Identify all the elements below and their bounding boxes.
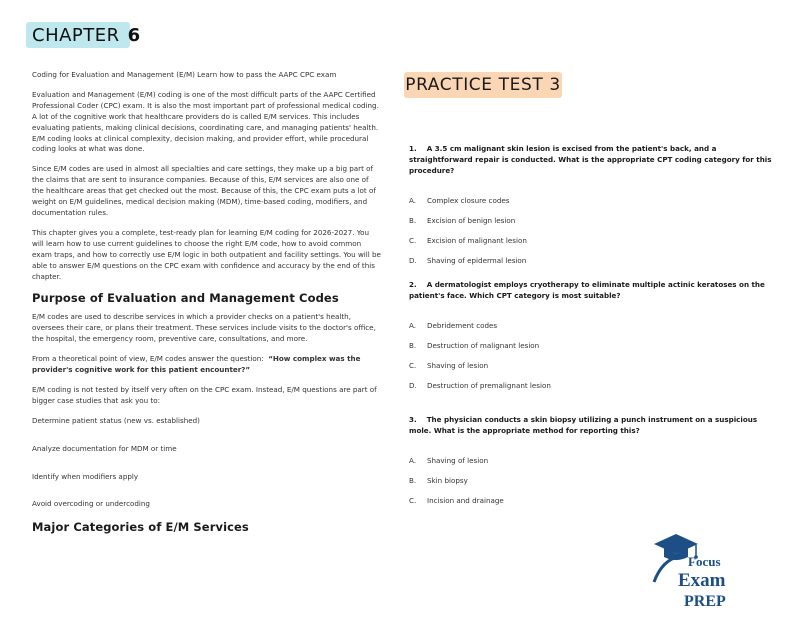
option-letter: A. (409, 321, 417, 330)
question-number: 2. (409, 280, 417, 289)
option-letter: A. (409, 196, 417, 205)
option-text: Shaving of epidermal lesion (427, 256, 527, 265)
logo-line2: Exam (678, 570, 726, 591)
question-text (409, 279, 779, 301)
heading-major: Major Categories of E/M Services (32, 520, 249, 535)
answer-option[interactable] (409, 236, 779, 256)
logo-line3: PREP (684, 593, 726, 610)
option-letter: C. (409, 361, 417, 370)
paragraph-purpose: E/M codes are used to describe services in which a provider checks on a patient's health, oversees their care, or plans their treatment. These services include visits to the doctor's office, the hospital, the emergency room, preventive care, consultations, and more. (32, 312, 376, 344)
question-3 (409, 414, 779, 516)
chapter-label: CHAPTER (32, 24, 120, 46)
question-2 (409, 279, 779, 401)
task-item: Avoid overcoding or undercoding (32, 499, 150, 509)
option-text: Excision of malignant lesion (427, 236, 527, 245)
question-body: A dermatologist employs cryotherapy to eliminate multiple actinic keratoses on the patient's face. Which CPT category is most suitable? (409, 280, 765, 300)
focus-exam-prep-logo (650, 530, 740, 610)
answer-option[interactable] (409, 381, 779, 401)
question-number: 3. (409, 415, 417, 424)
heading-purpose: Purpose of Evaluation and Management Codes (32, 291, 339, 306)
option-text: Incision and drainage (427, 496, 504, 505)
task-item: Analyze documentation for MDM or time (32, 443, 177, 453)
question-text (409, 414, 779, 436)
answer-option[interactable] (409, 496, 779, 516)
question-text (409, 143, 779, 176)
question-quote: “How complex was the provider's cognitive work for this patient encounter?” (32, 354, 361, 375)
paragraph-claims: Since E/M codes are used in almost all specialties and care settings, they make up a big part of the claims that are sent to insurance companies. Because of this, E/M services are also one of the healthcare areas that get checked out the most. Because of this, the CPC exam puts a lot of weight on E/M guidelines, medical decision making (MDM), time-based coding, modifiers, and documentation rules. (32, 164, 376, 217)
paragraph-plan: This chapter gives you a complete, test-ready plan for learning E/M coding for 2026-2027. You will learn how to use current guidelines to choose the right E/M code, how to avoid common exam traps, and how to correctly use E/M logic in both outpatient and facility settings. You will be able to answer E/M questions on the CPC exam with confidence and accuracy by the end of this chapter. (32, 227, 381, 281)
practice-test-title: PRACTICE TEST 3 (404, 72, 562, 98)
option-text: Destruction of malignant lesion (427, 341, 540, 350)
chapter-content (32, 70, 382, 541)
chapter-number: 6 (127, 24, 141, 46)
option-letter: B. (409, 476, 417, 485)
paragraph-intro: Evaluation and Management (E/M) coding is one of the most difficult parts of the AAPC Certified Professional Coder (CPC) exam. It is also the most important part of professional medical coding. A lot of the cognitive work that healthcare providers do is called E/M services. This includes evaluating patients, making clinical decisions, coordinating care, and managing patients' health. E/M coding looks at clinical complexity, decision making, and provider effort, while procedural coding looks at what was done. (32, 89, 379, 154)
logo-line1: Focus (688, 554, 721, 569)
answer-option[interactable] (409, 476, 779, 496)
intro-title: Coding for Evaluation and Management (E/M) Learn how to pass the AAPC CPC exam (32, 70, 337, 79)
question-body: A 3.5 cm malignant skin lesion is excised from the patient's back, and a straightforward repair is conducted. What is the appropriate CPT coding category for this procedure? (409, 144, 772, 175)
paragraph-cpc: E/M coding is not tested by itself very often on the CPC exam. Instead, E/M questions are part of bigger case studies that ask you to: (32, 384, 377, 405)
answer-option[interactable] (409, 196, 779, 216)
option-letter: D. (409, 256, 417, 265)
option-text: Excision of benign lesion (427, 216, 516, 225)
answer-option[interactable] (409, 456, 779, 476)
answer-option[interactable] (409, 341, 779, 361)
option-letter: B. (409, 341, 417, 350)
option-letter: D. (409, 381, 417, 390)
task-item: Identify when modifiers apply (32, 471, 139, 481)
option-text: Shaving of lesion (427, 361, 489, 370)
question-intro: From a theoretical point of view, E/M codes answer the question: (32, 354, 264, 364)
answer-option[interactable] (409, 256, 779, 276)
question-body: The physician conducts a skin biopsy utilizing a punch instrument on a suspicious mole. What is the appropriate method for reporting this? (409, 415, 758, 435)
answer-option[interactable] (409, 216, 779, 236)
option-text: Destruction of premalignant lesion (427, 381, 551, 390)
option-text: Complex closure codes (427, 196, 510, 205)
question-number: 1. (409, 144, 417, 153)
option-letter: B. (409, 216, 417, 225)
option-letter: A. (409, 456, 417, 465)
option-text: Skin biopsy (427, 476, 468, 485)
answer-option[interactable] (409, 321, 779, 341)
option-letter: C. (409, 236, 417, 245)
option-text: Debridement codes (427, 321, 498, 330)
option-letter: C. (409, 496, 417, 505)
chapter-badge (26, 22, 141, 48)
answer-option[interactable] (409, 361, 779, 381)
paragraph-question (32, 354, 382, 376)
question-1 (409, 143, 779, 276)
task-item: Determine patient status (new vs. established) (32, 415, 200, 425)
option-text: Shaving of lesion (427, 456, 489, 465)
